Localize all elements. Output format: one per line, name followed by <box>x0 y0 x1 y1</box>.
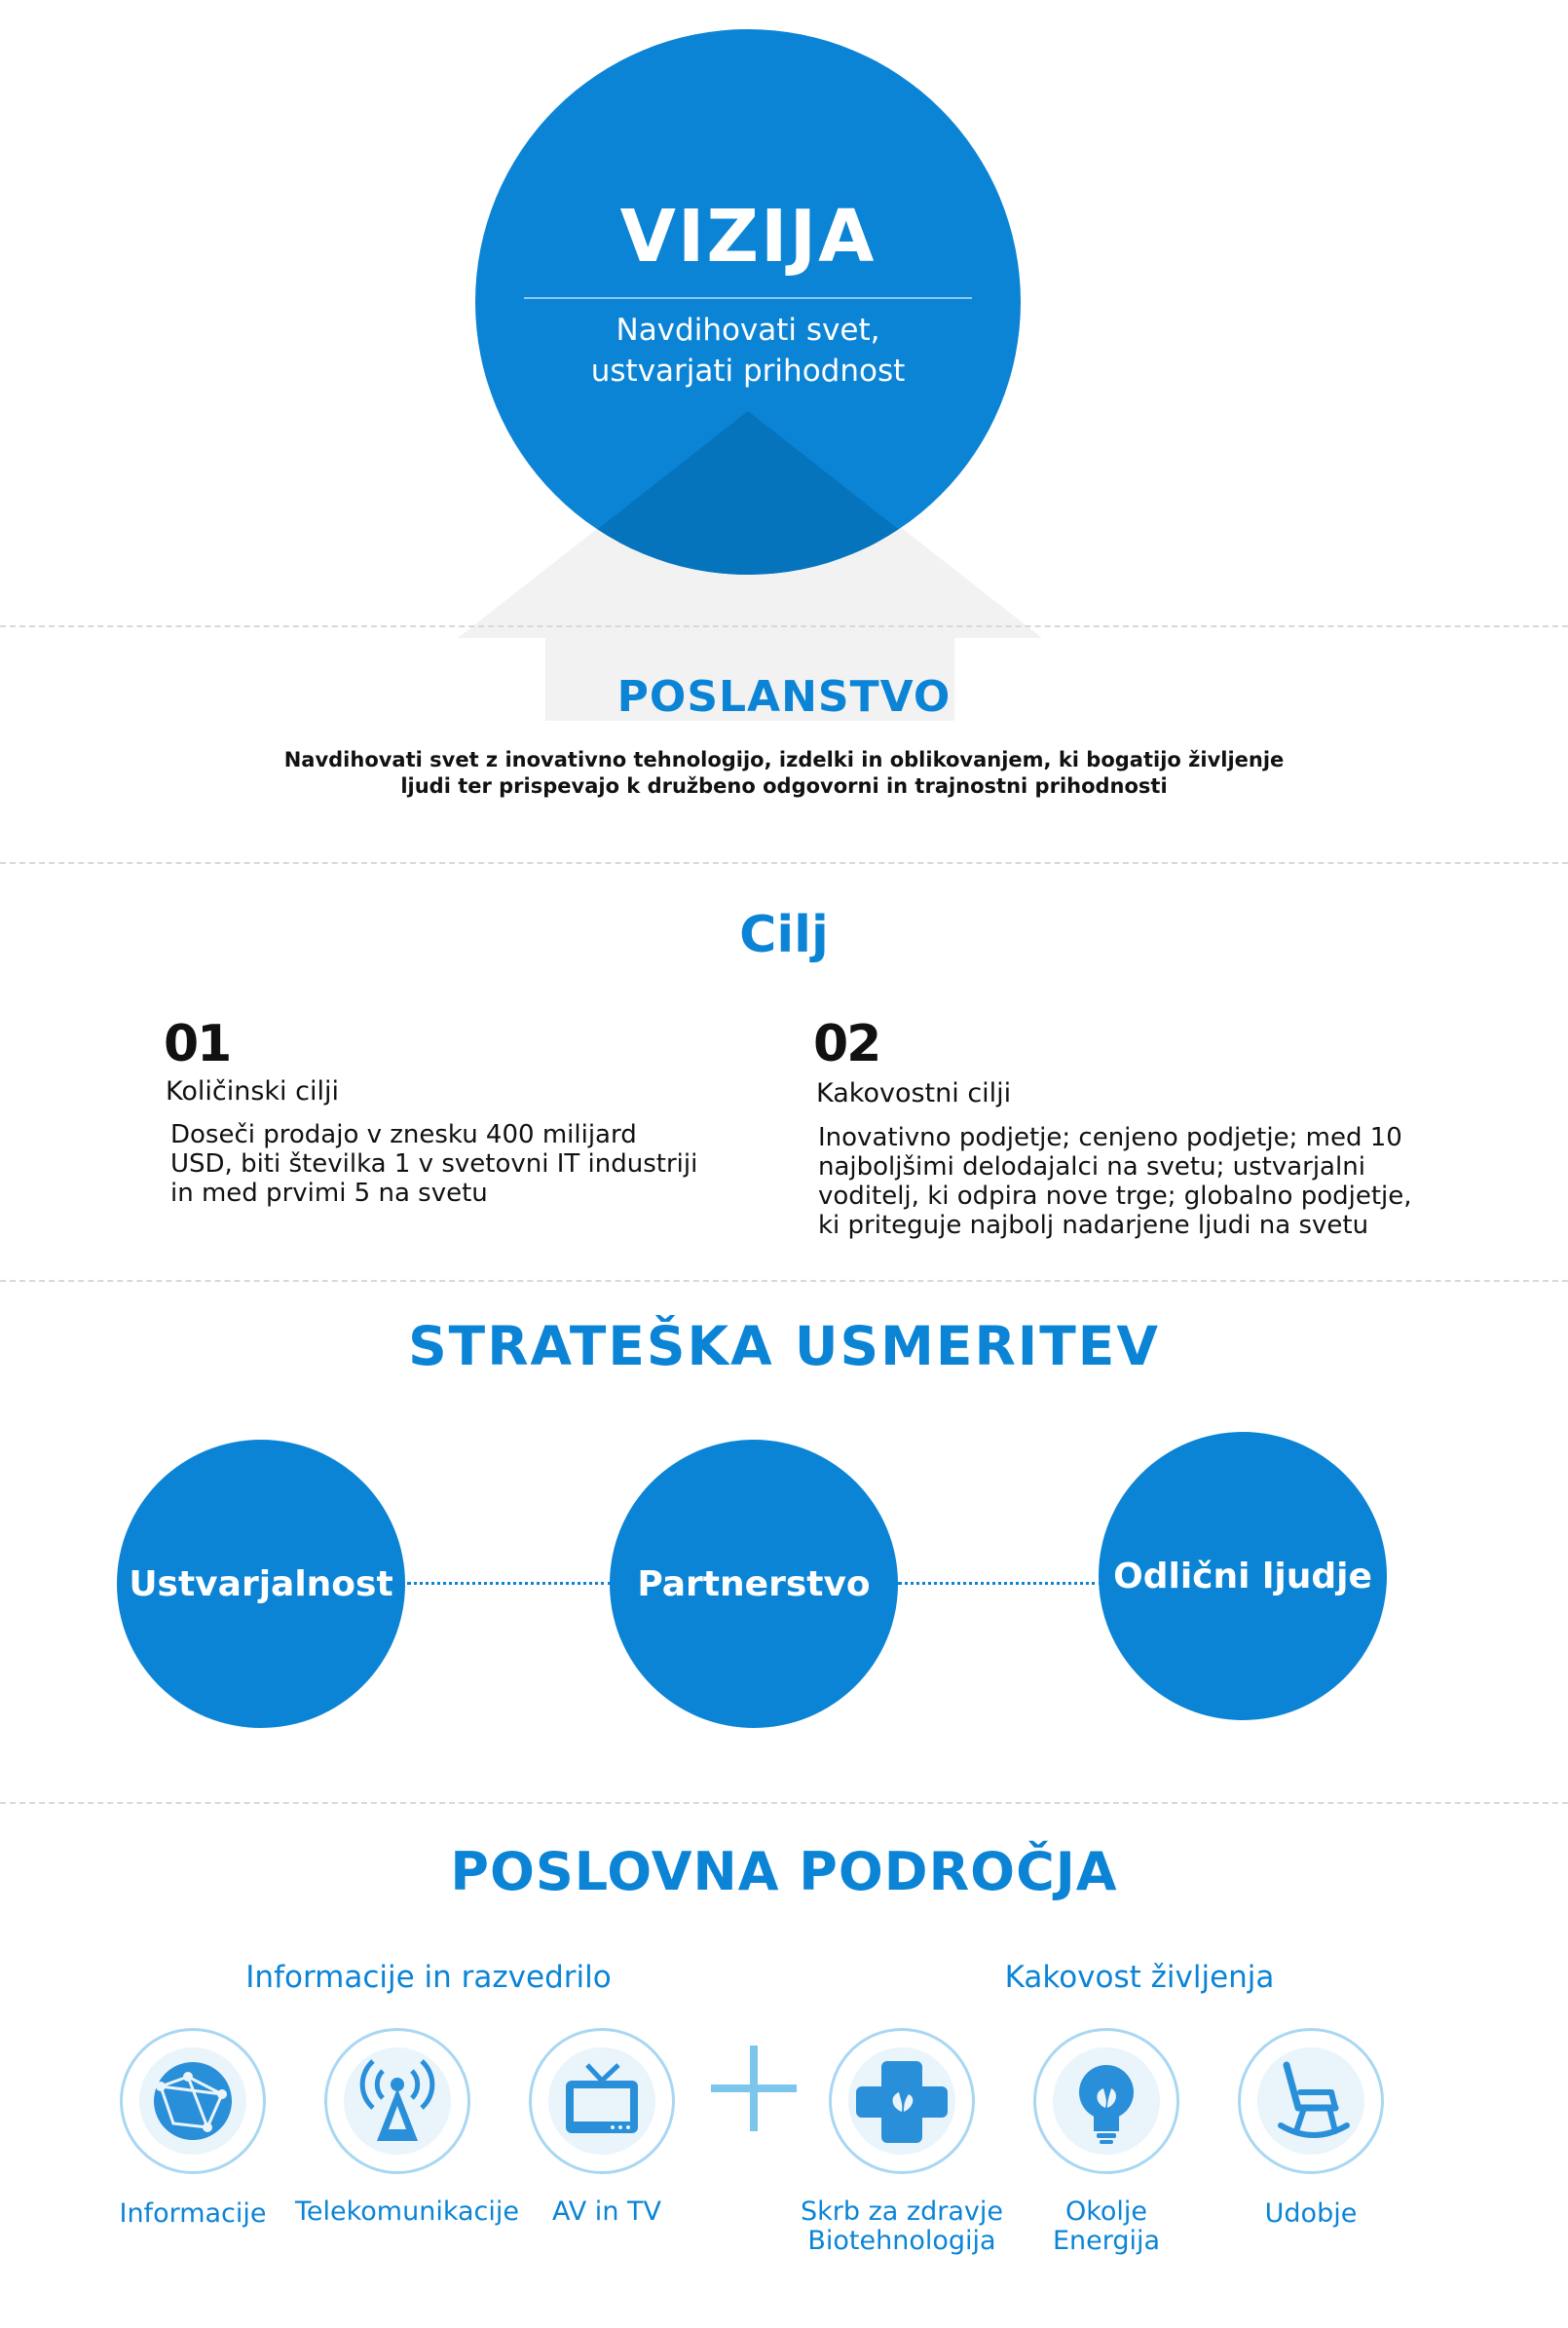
goal-text-2-line: najboljšimi delodajalci na svetu; ustvarjalni <box>818 1152 1365 1182</box>
strategy-connector <box>407 1582 612 1585</box>
business-label-telecom <box>290 2197 524 2227</box>
mission-text <box>273 747 1295 800</box>
goal-heading-2: Kakovostni cilji <box>816 1078 1012 1108</box>
business-label-line: Biotehnologija <box>807 2226 996 2256</box>
vision-title: VIZIJA <box>619 195 877 279</box>
mission-title: POSLANSTVO <box>616 672 952 722</box>
business-label-environment <box>1009 2197 1204 2256</box>
antenna-icon <box>344 2047 451 2155</box>
business-label-line: Skrb za zdravje <box>801 2197 1003 2227</box>
business-label-line: Telekomunikacije <box>294 2197 519 2227</box>
strategy-label: Ustvarjalnost <box>129 1563 393 1604</box>
section-divider <box>0 862 1568 864</box>
health-cross-icon <box>848 2047 955 2155</box>
goal-text-1-line: USD, biti številka 1 v svetovni IT industriji <box>170 1149 698 1179</box>
business-label-information <box>95 2199 290 2229</box>
goal-text-2-line: ki priteguje najbolj nadarjene ljudi na svetu <box>818 1211 1369 1240</box>
vision-circle <box>475 29 1021 575</box>
business-label-line: Udobje <box>1264 2198 1358 2229</box>
goal-text-2 <box>818 1123 1422 1240</box>
vision-subtitle-line1: Navdihovati svet, <box>616 313 880 348</box>
rocking-chair-icon <box>1257 2047 1364 2155</box>
vision-arrow-overlay <box>475 29 1021 575</box>
strategy-circle-creativity <box>117 1440 405 1728</box>
mission-text-line2: ljudi ter prispevajo k družbeno odgovorni in trajnostni prihodnosti <box>400 774 1168 798</box>
business-icon-ring <box>529 2028 675 2174</box>
strategy-label: Odlični ljudje <box>1113 1556 1372 1596</box>
mission-text-line1: Navdihovati svet z inovativno tehnologijo, izdelki in oblikovanjem, ki bogatijo življenje <box>283 748 1285 771</box>
business-label-av-tv <box>509 2197 704 2227</box>
business-icon-ring <box>1238 2028 1384 2174</box>
vision-subtitle-line2: ustvarjati prihodnost <box>590 354 906 389</box>
business-label-line: Okolje <box>1064 2197 1148 2227</box>
strategy-circle-partnership <box>610 1440 898 1728</box>
business-icon-ring <box>1033 2028 1179 2174</box>
business-label-line: AV in TV <box>552 2197 661 2227</box>
section-divider <box>0 1280 1568 1282</box>
tv-icon <box>548 2047 655 2155</box>
business-label-comfort <box>1213 2199 1408 2229</box>
goal-heading-1: Količinski cilji <box>166 1076 339 1107</box>
group-label-information: Informacije in razvedrilo <box>245 1960 612 1995</box>
business-label-line: Informacije <box>119 2198 267 2229</box>
strategy-connector <box>898 1582 1102 1585</box>
section-divider <box>0 625 1568 627</box>
business-label-health <box>785 2197 1019 2256</box>
group-label-quality-of-life: Kakovost življenja <box>1004 1960 1275 1995</box>
goal-text-1 <box>170 1120 716 1208</box>
vision-divider <box>524 297 972 299</box>
business-icon-ring <box>324 2028 470 2174</box>
strategy-label: Partnerstvo <box>637 1563 871 1604</box>
section-divider <box>0 1802 1568 1804</box>
goal-number-2: 02 <box>813 1015 880 1073</box>
business-title: POSLOVNA PODROČJA <box>450 1841 1118 1902</box>
business-label-line: Energija <box>1052 2226 1161 2256</box>
vision-subtitle <box>475 310 1021 392</box>
lightbulb-leaf-icon <box>1053 2047 1160 2155</box>
business-icon-ring <box>829 2028 975 2174</box>
goal-title: Cilj <box>739 906 829 964</box>
goal-text-1-line: in med prvimi 5 na svetu <box>170 1179 488 1208</box>
strategy-title: STRATEŠKA USMERITEV <box>408 1315 1160 1377</box>
goal-text-2-line: Inovativno podjetje; cenjeno podjetje; med 10 <box>818 1123 1402 1152</box>
plus-sign <box>711 2046 797 2131</box>
goal-number-1: 01 <box>164 1015 231 1073</box>
business-icon-ring <box>120 2028 266 2174</box>
strategy-circle-people <box>1099 1432 1387 1720</box>
globe-icon <box>139 2047 246 2155</box>
goal-text-2-line: voditelj, ki odpira nove trge; globalno podjetje, <box>818 1182 1412 1211</box>
goal-text-1-line: Doseči prodajo v znesku 400 milijard <box>170 1120 637 1149</box>
